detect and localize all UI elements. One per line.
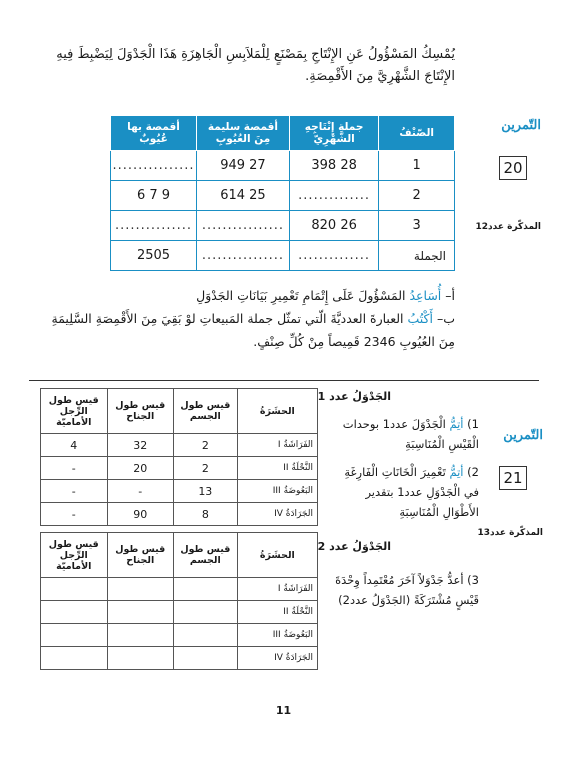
table-row [41, 457, 318, 480]
question-a-text: المَسْؤُولَ عَلَى إِتْمَامِ تَعْمِيرِ بَيَانَاتِ الجَدْوَلِ [196, 288, 410, 303]
production-table-header [111, 116, 455, 151]
cell-total-blank[interactable]: .............. [289, 241, 378, 271]
col-insect: الحشَرَةُ [237, 533, 317, 578]
q2-verb: أتِمُّ [449, 465, 464, 479]
memo-ref-12: المذكّرة عدد12 [475, 222, 541, 232]
table-row [41, 480, 318, 503]
col-front-leg-length: قيس طول الرِّجل الأماميّة [41, 389, 108, 434]
question-a-prefix: أ– [445, 288, 455, 303]
cell-type: 3 [379, 211, 455, 241]
table-row [111, 181, 455, 211]
cell-insect: النَّحْلَةُ II [237, 601, 317, 624]
cell-insect: الجَرَادَةُ IV [237, 647, 317, 670]
exercise20-intro: يُمْسِكُ المَسْؤُولُ عَنِ الإِنْتَاجِ بِمَصْنَعٍ لِلْمَلاَبِسِ الْجَاهِزَةِ هَذَا الْجَدْوَلَ لِيَضْبِطَ فِيهِ الإِنْتَاجَ الشَّهْرِيَّ مِنَ الأَقْمِصَةِ. [56, 47, 455, 84]
cell-insect: البَعُوضَةُ III [237, 624, 317, 647]
cell-body: 13 [173, 480, 237, 503]
col-type: الصّنْفُ [379, 116, 455, 151]
q1-verb: أتِمُّ [449, 417, 464, 431]
cell-total: 26 820 [289, 211, 378, 241]
exercise21-question-1 [329, 414, 479, 454]
cell-leg: - [41, 480, 108, 503]
table1-caption: الجَدْوَلُ عدد 1 [317, 390, 391, 403]
production-table [110, 115, 455, 271]
col-monthly-total: جملة إِنْتَاجِهِ الشَّهْرِيّ [289, 116, 378, 151]
question-a [45, 284, 455, 307]
cell-insect: الفَرَاشَةُ I [237, 578, 317, 601]
cell-body-blank[interactable] [173, 624, 237, 647]
table-row-total [111, 241, 455, 271]
col-wing-length: قيس طول الجناح [107, 533, 173, 578]
table-row [41, 578, 318, 601]
cell-body-blank[interactable] [173, 647, 237, 670]
cell-defective: 9 7 6 [111, 181, 197, 211]
q1-num: 1) [467, 417, 479, 431]
cell-wing-blank[interactable] [107, 601, 173, 624]
cell-wing-blank[interactable] [107, 578, 173, 601]
cell-defect-free: 25 614 [197, 181, 290, 211]
q3-num: 3) [467, 573, 479, 587]
exercise-number-21: 21 [499, 466, 527, 490]
cell-leg-blank[interactable] [41, 601, 108, 624]
col-wing-length: قيس طول الجناح [107, 389, 173, 434]
insect-table-header [41, 389, 318, 434]
cell-type: 1 [379, 151, 455, 181]
cell-body: 2 [173, 457, 237, 480]
table-row [41, 624, 318, 647]
cell-wing: - [107, 480, 173, 503]
insect-table-1 [40, 388, 318, 526]
cell-defective-blank[interactable]: ............... [111, 211, 197, 241]
cell-defective-total: 2505 [111, 241, 197, 271]
insect-table-header [41, 533, 318, 578]
cell-leg-blank[interactable] [41, 624, 108, 647]
table-row [41, 647, 318, 670]
question-a-verb: أُسَاعِدُ [409, 288, 442, 303]
cell-insect: النَّحْلَةُ II [237, 457, 317, 480]
cell-total-label: الجملة [379, 241, 455, 271]
col-defective: أقمصة بها عُيُوبٌ [111, 116, 197, 151]
table-row [41, 434, 318, 457]
cell-leg-blank[interactable] [41, 647, 108, 670]
cell-type: 2 [379, 181, 455, 211]
col-defect-free: أقمصة سليمة مِنَ العُيُوبِ [197, 116, 290, 151]
cell-total: 28 398 [289, 151, 378, 181]
q1-text: الْجَدْوَلَ عدد1 بوحدات الْقَيْسِ الْمُنَاسِبَةِ [342, 417, 479, 451]
table-row [41, 503, 318, 526]
q2-num: 2) [467, 465, 479, 479]
col-insect: الحشَرَةُ [237, 389, 317, 434]
cell-defect-free: 27 949 [197, 151, 290, 181]
question-b-verb: أَكْتُبُ [407, 311, 433, 326]
cell-leg: - [41, 457, 108, 480]
exercise20-questions [45, 284, 455, 353]
question-b-text: العبارةَ العدديَّةَ الّتي تمثّل جملة المَبيعاتِ لوْ بَقِيَ مِنَ الأَقْمِصَةِ السَّلِيمَةِ مِنَ العُيُوبِ 2346 قَمِيصاً مِنْ كُلِّ صِنْفٍ. [51, 311, 455, 349]
exercise-label: التّمرين [501, 118, 541, 133]
table-row [41, 601, 318, 624]
col-body-length: قيس طول الجسم [173, 533, 237, 578]
col-body-length: قيس طول الجسم [173, 389, 237, 434]
cell-body: 8 [173, 503, 237, 526]
cell-wing: 90 [107, 503, 173, 526]
q2-text: تَعْمِيرَ الْخَانَاتِ الْفَارِغَةِ في الْجَدْوَلِ عدد1 بتقدير الأَطْوَالِ الْمُنَاسِبَةِ [344, 465, 479, 519]
cell-leg: 4 [41, 434, 108, 457]
cell-wing-blank[interactable] [107, 647, 173, 670]
q3-text: أعدُّ جَدْوَلاً آخَرَ مُعْتَمِداً وِحْدَةَ قَيْسٍ مُشْتَرَكَةً (الجَدْوَلُ عدد2) [335, 573, 479, 607]
section-divider [29, 380, 539, 381]
cell-body: 2 [173, 434, 237, 457]
cell-insect: البَعُوضَةُ III [237, 480, 317, 503]
cell-total-blank[interactable]: .............. [289, 181, 378, 211]
cell-defect-free-blank[interactable]: ................ [197, 211, 290, 241]
cell-defect-free-blank[interactable]: ................ [197, 241, 290, 271]
cell-defective-blank[interactable]: ................ [111, 151, 197, 181]
table-row [111, 151, 455, 181]
cell-wing-blank[interactable] [107, 624, 173, 647]
insect-table-2 [40, 532, 318, 670]
cell-wing: 20 [107, 457, 173, 480]
cell-leg-blank[interactable] [41, 578, 108, 601]
table2-caption: الجَدْوَلُ عدد 2 [317, 540, 391, 553]
cell-body-blank[interactable] [173, 578, 237, 601]
cell-wing: 32 [107, 434, 173, 457]
cell-insect: الجَرَادَةُ IV [237, 503, 317, 526]
exercise-number-20: 20 [499, 156, 527, 180]
page-number: 11 [275, 704, 292, 717]
cell-body-blank[interactable] [173, 601, 237, 624]
exercise-label: التّمرين [503, 428, 543, 443]
cell-insect: الفَرَاشَةُ I [237, 434, 317, 457]
memo-ref-13: المذكّرة عدد13 [477, 528, 543, 538]
question-b-prefix: ب– [436, 311, 455, 326]
question-b [45, 307, 455, 353]
col-front-leg-length: قيس طول الرِّجل الأماميّة [41, 533, 108, 578]
exercise21-question-3 [329, 570, 479, 610]
exercise21-question-2 [329, 462, 479, 522]
table-row [111, 211, 455, 241]
cell-leg: - [41, 503, 108, 526]
